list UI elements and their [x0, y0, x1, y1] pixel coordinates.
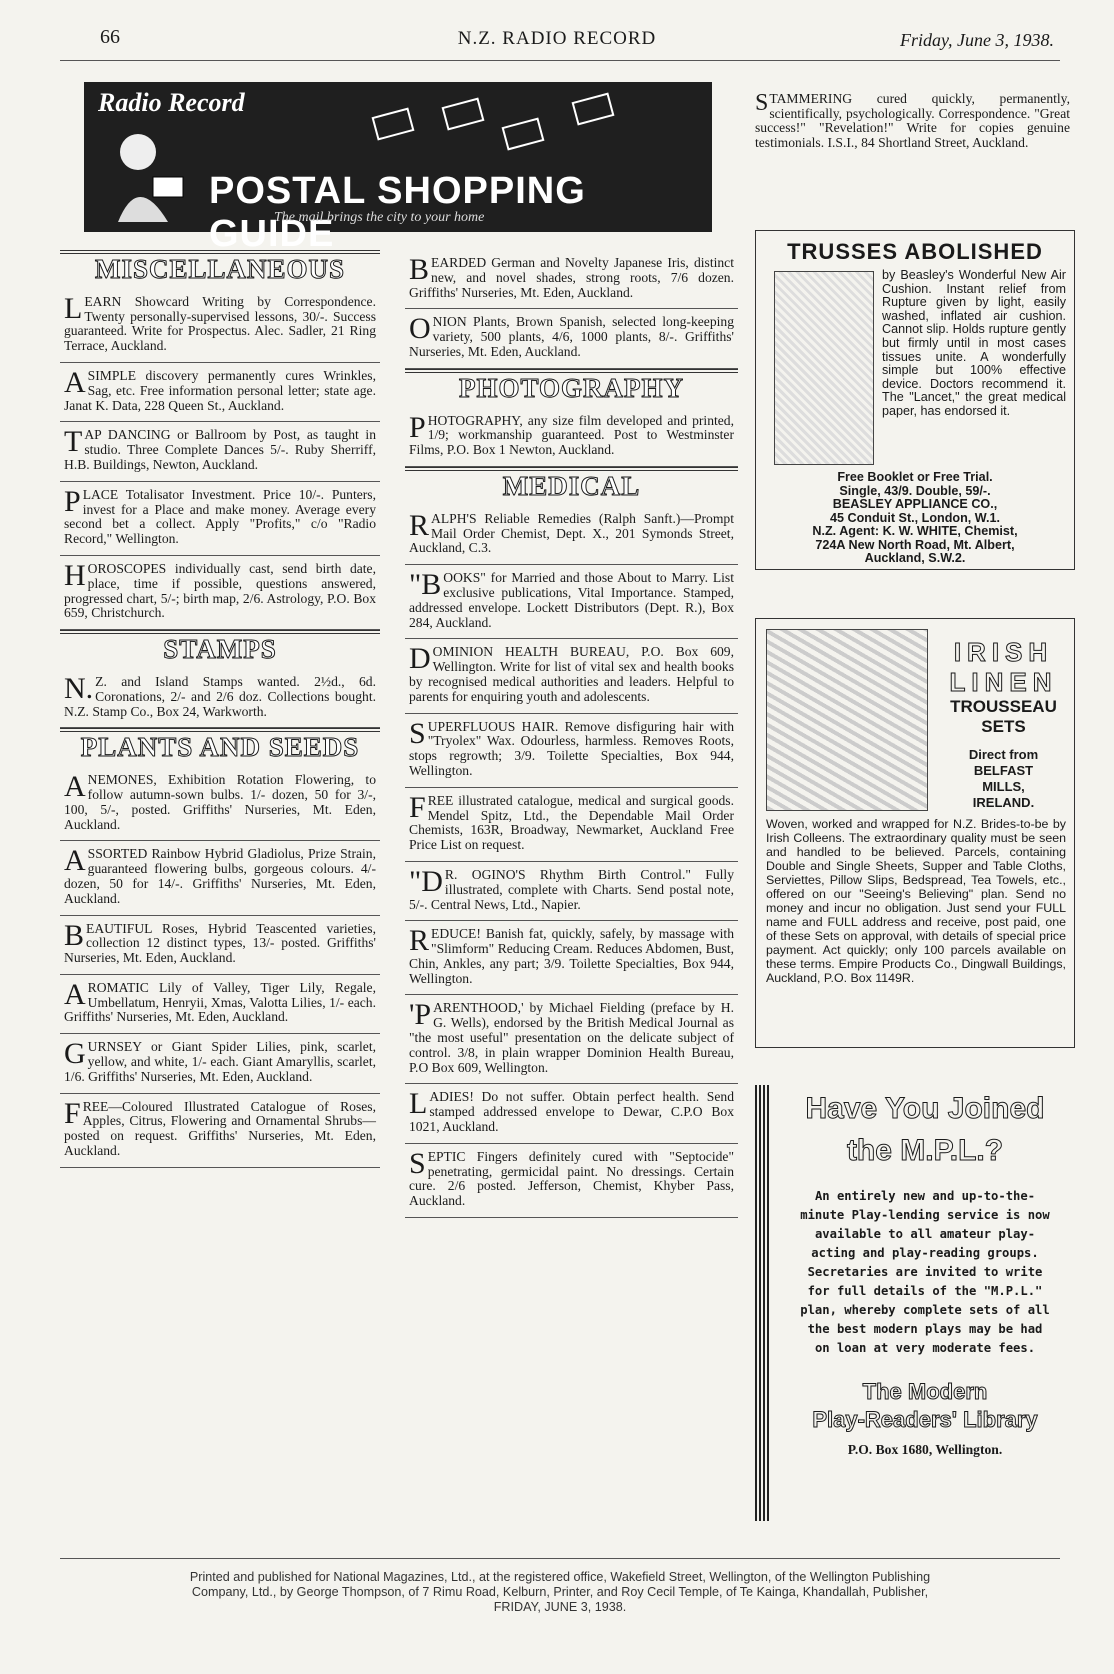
classified-ad: LEARN Showcard Writing by Correspondence. Twenty personally-supervised lessons, 30/-. Success guaranteed. Write for Prospectus. Alec. Sadler, 21 Ring Terrace, Auckland.	[60, 289, 380, 363]
classified-ad: BEAUTIFUL Roses, Hybrid Teascented varieties, collection 12 distinct types, 13/- posted. Griffiths' Nurseries, Mt. Eden, Auckland.	[60, 916, 380, 975]
mpl-address: P.O. Box 1680, Wellington.	[847, 1442, 1003, 1457]
irish-linen-advert	[755, 618, 1075, 1048]
classified-ad: LADIES! Do not suffer. Obtain perfect health. Send stamped addressed envelope to Dewar, C.P.O Box 1021, Auckland.	[405, 1084, 738, 1143]
section-title-medical: MEDICAL	[405, 467, 738, 500]
imprint	[60, 1570, 1060, 1615]
classified-ad: GURNSEY or Giant Spider Lilies, pink, scarlet, yellow, and white, 1/- each. Giant Amaryllis, scarlet, 1/6. Griffiths' Nurseries, Mt. Eden, Auckland.	[60, 1034, 380, 1093]
column-2	[405, 250, 738, 1218]
envelope-icon	[502, 117, 545, 150]
page-header	[0, 26, 1114, 56]
linen-title: LINEN	[949, 667, 1058, 697]
banner-brand: Radio Record	[98, 88, 245, 117]
mpl-content	[785, 1085, 1065, 1458]
section-title-photography: PHOTOGRAPHY	[405, 369, 738, 402]
banner-tagline: The mail brings the city to your home	[274, 210, 485, 225]
classified-ad: RALPH'S Reliable Remedies (Ralph Sanft.)—Prompt Mail Order Chemist, Dept. X., 201 Symonds Street, Auckland, C.3.	[405, 506, 738, 565]
direct-from: Direct from	[968, 747, 1039, 762]
classified-ad: AROMATIC Lily of Valley, Tiger Lily, Regale, Umbellatum, Henryii, Xmas, Valotta Lilies, 1/- each. Griffiths' Nurseries, Mt. Eden, Auckland.	[60, 975, 380, 1034]
header-rule	[60, 60, 1060, 61]
trusses-agent-address: 724A New North Road, Mt. Albert,	[815, 537, 1015, 552]
classified-ad: REDUCE! Banish fat, quickly, safely, by massage with "Slimform" Reducing Cream. Reduces Abdomen, Bust, Chin, Ankles, any part; 3/9. Toilette Specialties, Box 944, Wellington.	[405, 921, 738, 995]
sets-title: SETS	[981, 717, 1026, 736]
trusses-company: BEASLEY APPLIANCE CO.,	[832, 497, 998, 511]
classified-ad: ANEMONES, Exhibition Rotation Flowering, to follow autumn-sown bulbs. 1/- dozen, 50 for 3/-, 100, 5/-, posted. Griffiths' Nurseries, Mt. Eden, Auckland.	[60, 767, 380, 841]
section-title-plants: PLANTS AND SEEDS	[60, 728, 380, 761]
envelope-icon	[572, 92, 615, 125]
irish-linen-body: Woven, worked and wrapped for N.Z. Brides-to-be by Irish Colleens. The extraordinary quality must be seen and handled to be believed. Parcels, containing Double and Single Sheets, Supper and Table Cloths, Serviettes, Pillow Slips, Bedspread, Tea Towels, etc., offered on our "Seeing's Believing" plan. Send no money and incur no obligation. Just send your FULL name and FULL address and receive, post paid, one of these Sets on approval, with details of special price payment. Act quickly; only 100 parcels available on these terms. Empire Products Co., Dingwall Buildings, Auckland, P.O. Box 1149R.	[766, 817, 1066, 985]
postal-shopping-banner	[84, 82, 712, 255]
section-title-stamps: STAMPS	[60, 630, 380, 663]
trusses-text: by Beasley's Wonderful New Air Cushion. Instant relief from Rupture given by light, easily washed, inflated air cushion. Cannot slip. Holds rupture gently but firmly until in most cases tissues unite. A wonderfully simple but 100% effective device. Doctors recommend it. The "Lancet," the great medical paper, has endorsed it.	[882, 268, 1066, 418]
imprint-date: FRIDAY, JUNE 3, 1938.	[493, 1600, 627, 1614]
ireland: IRELAND.	[972, 795, 1035, 810]
mpl-library-name: The Modern	[862, 1379, 988, 1404]
envelope-icon	[372, 107, 415, 140]
mpl-advert	[755, 1085, 1075, 1521]
classified-ad: "BOOKS" for Married and those About to Marry. List exclusive publications, Vital Importance. Stamped, addressed envelope. Lockett Distributors (Dept. R.), Box 284, Auckland.	[405, 565, 738, 639]
banner-title: POSTAL SHOPPING GUIDE	[209, 170, 586, 255]
classified-ad: ASSORTED Rainbow Hybrid Gladiolus, Prize Strain, guaranteed flowering bulbs, gorgeous colours. 4/- dozen, 50 for 14/-. Griffiths' Nurseries, Mt. Eden, Auckland.	[60, 841, 380, 915]
mpl-heading: Have You Joined	[805, 1092, 1045, 1125]
decorative-stripe	[755, 1085, 771, 1521]
mpl-library-name: Play-Readers' Library	[812, 1407, 1038, 1432]
classified-ad: TAP DANCING or Ballroom by Post, as taught in studio. Three Complete Dances 5/-. Ruby Sherriff, H.B. Buildings, Newton, Auckland.	[60, 422, 380, 481]
classified-ad: N.Z. and Island Stamps wanted. 2½d., 6d. Coronations, 2/- and 2/6 doz. Collections bought. N.Z. Stamp Co., Box 24, Warkworth.	[60, 669, 380, 728]
mpl-heading: the M.P.L.?	[846, 1134, 1004, 1167]
classified-ad: "DR. OGINO'S Rhythm Birth Control." Fully illustrated, complete with Charts. Send postal note, 5/-. Central News, Ltd., Napier.	[405, 862, 738, 921]
classified-ad: HOROSCOPES individually cast, send birth date, place, time if possible, questions answered, progressed chart, 5/-; birth map, 2/6. Astrology, P.O. Box 659, Christchurch.	[60, 556, 380, 630]
linen-illustration	[766, 629, 928, 811]
imprint-line: Printed and published for National Magazines, Ltd., at the registered office, Wakefield Street, Wellington, of the Wellington Publishing	[189, 1570, 931, 1584]
lady-illustration-icon	[98, 122, 188, 222]
trousseau-title: TROUSSEAU	[950, 697, 1057, 716]
trusses-london: 45 Conduit St., London, W.1.	[829, 510, 1000, 525]
footer-rule	[60, 1558, 1060, 1559]
classified-ad: ASIMPLE discovery permanently cures Wrinkles, Sag, etc. Free information personal letter; state age. Janat K. Data, 228 Queen St., Auckland.	[60, 363, 380, 422]
mpl-body: An entirely new and up-to-the-minute Play-lending service is now available to all amateur play-acting and play-reading groups. Secretaries are invited to write for full details of the "M.P.L." plan, whereby complete sets of all the best modern plays may be had on loan at very moderate fees.	[800, 1189, 1050, 1355]
classified-ad: PHOTOGRAPHY, any size film developed and printed, 1/9; workmanship guaranteed. Post to Westminster Films, P.O. Box 1 Newton, Auckland.	[405, 408, 738, 467]
trusses-agent-city: Auckland, S.W.2.	[864, 551, 966, 565]
envelope-icon	[442, 97, 485, 130]
stammering-ad: STAMMERING cured quickly, permanently, scientifically, psychologically. Correspondence. "Great success!" "Revelation!" Write for copies genuine testimonials. I.S.I., 84 Shortland Street, Auckland.	[755, 92, 1070, 187]
belfast: BELFAST	[973, 763, 1034, 778]
irish-title: IRISH	[953, 637, 1054, 667]
section-title-miscellaneous: MISCELLANEOUS	[60, 250, 380, 283]
column-1	[60, 250, 380, 1168]
trusses-agent: N.Z. Agent: K. W. WHITE, Chemist,	[812, 524, 1018, 538]
classified-ad: SUPERFLUOUS HAIR. Remove disfiguring hair with "Tryolex" Wax. Odourless, harmless. Removes Roots, stops regrowth; 3/9. Toilette Specialties, Box 944, Wellington.	[405, 714, 738, 788]
mills: MILLS,	[982, 779, 1025, 794]
classified-ad: SEPTIC Fingers definitely cured with "Septocide" penetrating, germicidal paint. No dressings. Certain cure. 2/6 posted. Jefferson, Chemist, Khyber Pass, Auckland.	[405, 1144, 738, 1218]
classified-ad: BEARDED German and Novelty Japanese Iris, distinct new, and novel shades, strong roots, 7/6 dozen. Griffiths' Nurseries, Mt. Eden, Auckland.	[405, 250, 738, 309]
page-number: 66	[100, 26, 120, 48]
imprint-line: Company, Ltd., by George Thompson, of 7 Rimu Road, Kelburn, Printer, and Roy Cecil Temple, of Te Kainga, Khandallah, Publisher,	[191, 1585, 929, 1599]
publication-name: N.Z. RADIO RECORD	[457, 28, 657, 49]
irish-linen-headings	[941, 637, 1066, 811]
classified-ad: FREE—Coloured Illustrated Catalogue of Roses, Apples, Citrus, Flowering and Ornamental Shrubs—posted on request. Griffiths' Nurseries, Mt. Eden, Auckland.	[60, 1094, 380, 1168]
trusses-price: Single, 43/9. Double, 59/-.	[839, 483, 991, 498]
trusses-offer: Free Booklet or Free Trial.	[837, 470, 993, 484]
trusses-footer	[764, 471, 1066, 566]
classified-ad: DOMINION HEALTH BUREAU, P.O. Box 609, Wellington. Write for list of vital sex and health books by recognised medical authorities and leaders. Helpful to parents for enquiring youth and adolescents.	[405, 639, 738, 713]
air-cushion-illustration	[774, 271, 874, 465]
issue-date: Friday, June 3, 1938.	[900, 30, 1054, 50]
classified-ad: PLACE Totalisator Investment. Price 10/-. Punters, invest for a Place and make money. Average every second bet a collect. Apply "Profits," c/o "Radio Record," Wellington.	[60, 482, 380, 556]
trusses-title: TRUSSES ABOLISHED	[787, 239, 1043, 264]
trusses-advert	[755, 230, 1075, 570]
classified-ad: 'PARENTHOOD,' by Michael Fielding (preface by H. G. Wells), endorsed by the British Medical Journal as "the most useful" presentation on the delicate subject of control. 3/8, in plain wrapper Dominion Health Bureau, P.O Box 609, Wellington.	[405, 995, 738, 1084]
classified-ad: ONION Plants, Brown Spanish, selected long-keeping variety, 500 plants, 4/6, 1000 plants, 8/-. Griffiths' Nurseries, Mt. Eden, Auckland.	[405, 309, 738, 368]
classified-ad: FREE illustrated catalogue, medical and surgical goods. Mendel Spitz, Ltd., the Dependable Mail Order Chemists, 163R, Broadway, Newmarket, Auckland Free Price List on request.	[405, 788, 738, 862]
